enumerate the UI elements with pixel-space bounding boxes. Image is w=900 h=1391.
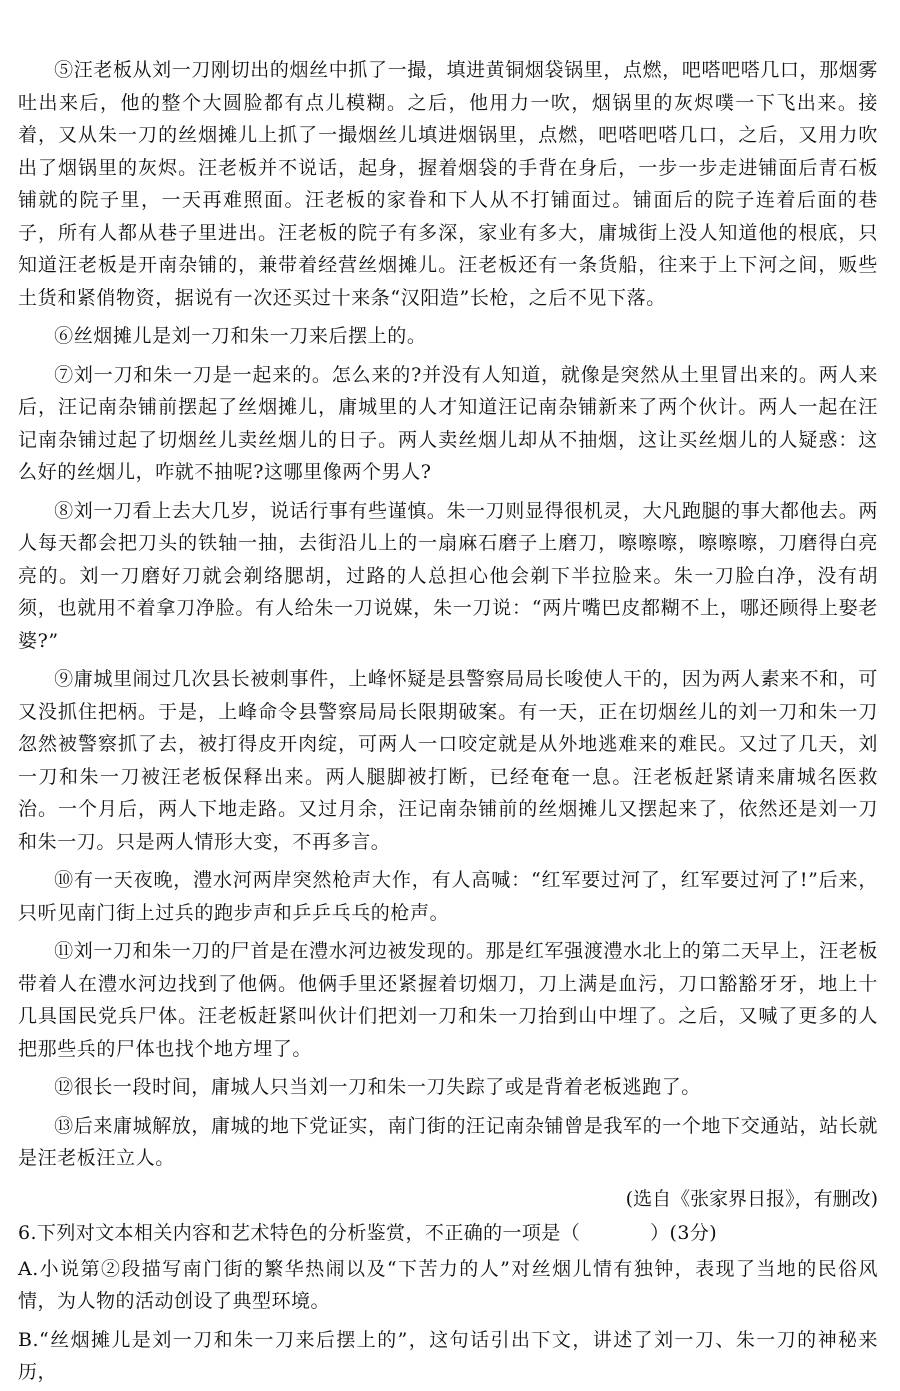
question-stem-start: 6.下列对文本相关内容和艺术特色的分析鉴赏，不正确的一项是（ (18, 1221, 581, 1244)
option-b: B.“丝烟摊儿是刘一刀和朱一刀来后摆上的”，这句话引出下文，讲述了刘一刀、朱一刀的神秘来历， (18, 1328, 878, 1383)
source-citation: (选自《张家界日报》，有删改) (625, 1187, 878, 1210)
paragraph-10: ⑩有一天夜晚，澧水河两岸突然枪声大作，有人高喊：“红军要过河了，红军要过河了!”后来，只听见南门街上过兵的跑步声和乒乒乓乓的枪声。 (18, 869, 878, 924)
option-a: A.小说第②段描写南门街的繁华热闹以及“下苦力的人”对丝烟儿情有独钟，表现了当地的民俗风情，为人物的活动创设了典型环境。 (18, 1257, 878, 1312)
question-stem-end: ）(3分) (650, 1221, 718, 1244)
paragraph-12: ⑫很长一段时间，庸城人只当刘一刀和朱一刀失踪了或是背着老板逃跑了。 (54, 1076, 701, 1098)
paragraph-7: ⑦刘一刀和朱一刀是一起来的。怎么来的?并没有人知道，就像是突然从土里冒出来的。两人来后，汪记南杂铺前摆起了丝烟摊儿，庸城里的人才知道汪记南杂铺新来了两个伙计。两人一起在汪记南杂铺过起了切烟丝儿卖丝烟儿的日子。两人卖丝烟儿却从不抽烟，这让买丝烟儿的人疑惑：这么好的丝烟儿，咋就不抽呢?这哪里像两个男人? (18, 363, 878, 483)
paragraph-9: ⑨庸城里闹过几次县长被刺事件，上峰怀疑是县警察局局长唆使人干的，因为两人素来不和，可又没抓住把柄。于是，上峰命令县警察局局长限期破案。有一天，正在切烟丝儿的刘一刀和朱一刀忽然被警察抓了去，被打得皮开肉绽，可两人一口咬定就是从外地逃难来的难民。又过了几天，刘一刀和朱一刀被汪老板保释出来。两人腿脚被打断，已经奄奄一息。汪老板赶紧请来庸城名医救治。一个月后，两人下地走路。又过月余，汪记南杂铺前的丝烟摊儿又摆起来了，依然还是刘一刀和朱一刀。只是两人情形大变，不再多言。 (18, 668, 878, 853)
paragraph-8: ⑧刘一刀看上去大几岁，说话行事有些谨慎。朱一刀则显得很机灵，大凡跑腿的事大都他去。两人每天都会把刀头的铁轴一抽，去街沿儿上的一扇麻石磨子上磨刀，嚓嚓嚓，嚓嚓嚓，刀磨得白亮亮的。刘一刀磨好刀就会剃络腮胡，过路的人总担心他会剃下半拉脸来。朱一刀脸白净，没有胡须，也就用不着拿刀净脸。有人给朱一刀说媒，朱一刀说：“两片嘴巴皮都糊不上，哪还顾得上娶老婆?” (18, 499, 878, 652)
story-body (18, 54, 878, 1175)
paragraph-6: ⑥丝烟摊儿是刘一刀和朱一刀来后摆上的。 (54, 325, 427, 347)
paragraph-13: ⑬后来庸城解放，庸城的地下党证实，南门街的汪记南杂铺曾是我军的一个地下交通站，站长就是汪老板汪立人。 (18, 1114, 878, 1169)
paragraph-11: ⑪刘一刀和朱一刀的尸首是在澧水河边被发现的。那是红军强渡澧水北上的第二天早上，汪老板带着人在澧水河边找到了他俩。他俩手里还紧握着切烟刀，刀上满是血污，刀口豁豁牙牙，地上十几具国民党兵尸体。汪老板赶紧叫伙计们把刘一刀和朱一刀抬到山中埋了。之后，又喊了更多的人把那些兵的尸体也找个地方埋了。 (18, 940, 878, 1060)
paragraph-5: ⑤汪老板从刘一刀刚切出的烟丝中抓了一撮，填进黄铜烟袋锅里，点燃，吧嗒吧嗒几口，那烟雾吐出来后，他的整个大圆脸都有点儿模糊。之后，他用力一吹，烟锅里的灰烬噗一下飞出来。接着，又从朱一刀的丝烟摊儿上抓了一撮烟丝儿填进烟锅里，点燃，吧嗒吧嗒几口，之后，又用力吹出了烟锅里的灰烬。汪老板并不说话，起身，握着烟袋的手背在身后，一步一步走进铺面后青石板铺就的院子里，一天再难照面。汪老板的家眷和下人从不打铺面过。铺面后的院子连着后面的巷子，所有人都从巷子里进出。汪老板的院子有多深，家业有多大，庸城街上没人知道他的根底，只知道汪老板是开南杂铺的，兼带着经营丝烟摊儿。汪老板还有一条货船，往来于上下河之间，贩些土货和紧俏物资，据说有一次还买过十来条“汉阳造”长枪，之后不见下落。 (18, 59, 878, 309)
question-6-stem (18, 1217, 878, 1249)
